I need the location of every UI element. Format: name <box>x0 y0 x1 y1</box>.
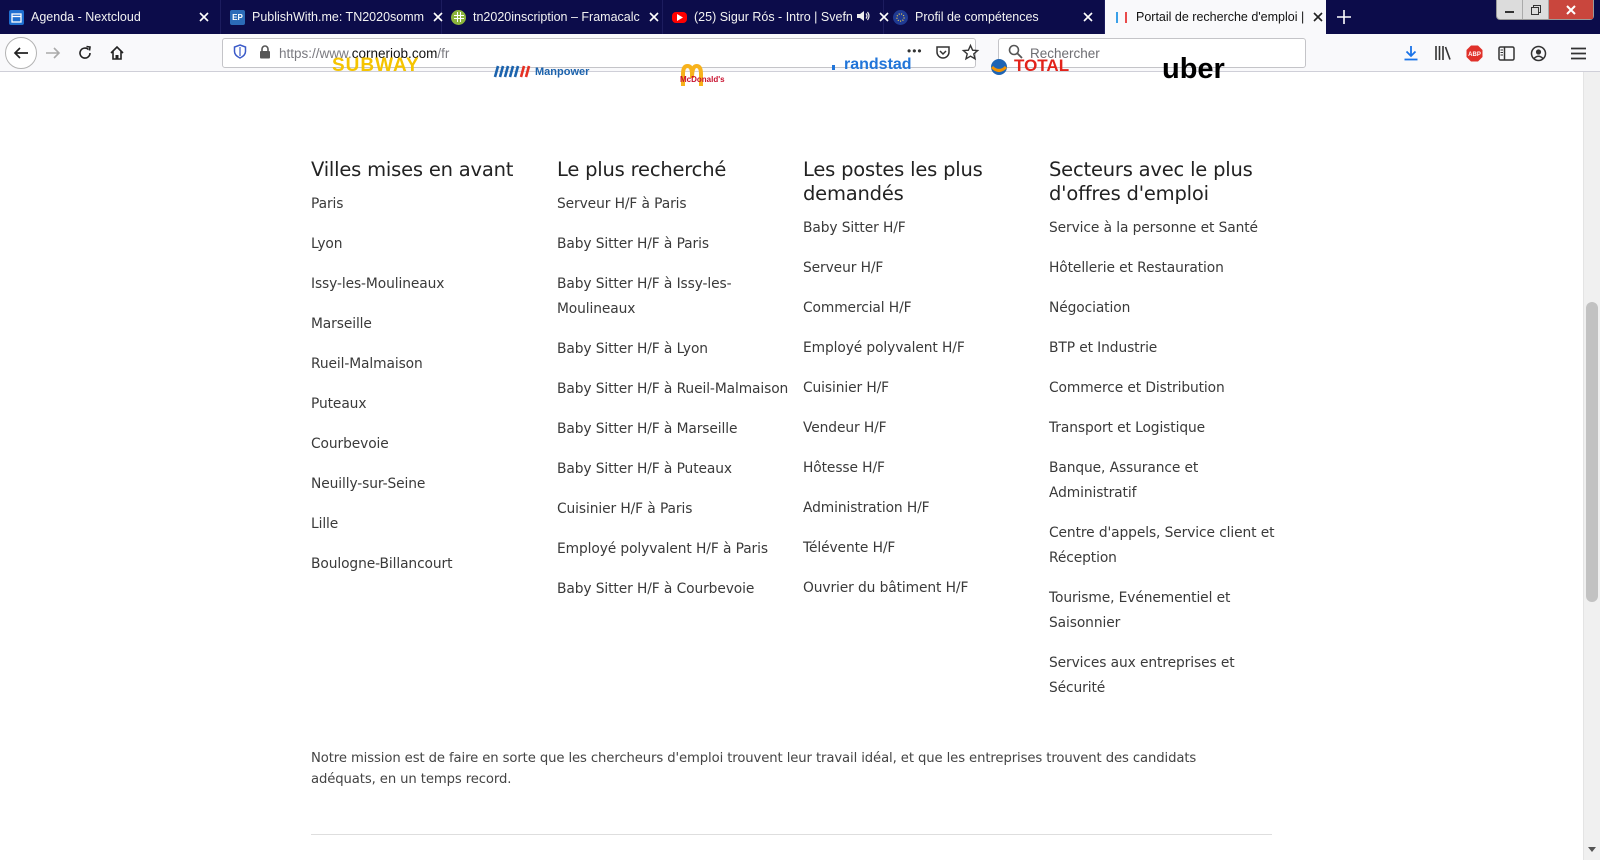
forward-button[interactable] <box>38 38 68 68</box>
sector-link[interactable]: Transport et Logistique <box>1049 420 1206 436</box>
footer-divider <box>311 834 1272 835</box>
ep-icon: EP <box>230 10 245 25</box>
reload-button[interactable] <box>70 38 100 68</box>
city-link[interactable]: Marseille <box>311 316 372 332</box>
bookmark-star-icon[interactable] <box>962 44 979 64</box>
uber-logo <box>1162 53 1242 89</box>
search-link[interactable]: Cuisinier H/F à Paris <box>557 501 693 517</box>
featured-cities-column <box>311 158 546 592</box>
job-link[interactable]: Commercial H/F <box>803 300 912 316</box>
close-tab-icon[interactable] <box>646 9 662 25</box>
calendar-icon <box>9 10 24 25</box>
pocket-icon[interactable] <box>935 45 951 64</box>
search-link[interactable]: Baby Sitter H/F à Marseille <box>557 421 738 437</box>
tab-title: Profil de compétences <box>915 10 1039 24</box>
cornerjob-icon <box>1114 10 1129 25</box>
subway-logo-text: SUBWAY <box>332 55 420 76</box>
lock-icon[interactable] <box>259 45 271 62</box>
top-sectors-list <box>1049 216 1284 701</box>
job-link[interactable]: Serveur H/F <box>803 260 884 276</box>
tab-cornerjob[interactable] <box>1105 0 1326 34</box>
home-button[interactable] <box>102 38 132 68</box>
mcdonalds-logo-text: McDonald's <box>680 75 725 84</box>
job-link[interactable]: Vendeur H/F <box>803 420 887 436</box>
column-heading: Secteurs avec le plus d'offres d'emploi <box>1049 158 1253 205</box>
sector-link[interactable]: Hôtellerie et Restauration <box>1049 260 1224 276</box>
sector-link[interactable]: Service à la personne et Santé <box>1049 220 1258 236</box>
job-link[interactable]: Employé polyvalent H/F <box>803 340 965 356</box>
manpower-logo <box>494 64 606 85</box>
city-link[interactable]: Puteaux <box>311 396 367 412</box>
search-link[interactable]: Employé polyvalent H/F à Paris <box>557 541 768 557</box>
back-button[interactable] <box>5 37 37 69</box>
window-controls <box>1496 0 1594 20</box>
total-logo <box>990 56 1090 87</box>
city-link[interactable]: Lille <box>311 516 339 532</box>
tab-strip <box>0 0 1600 34</box>
speaker-icon[interactable] <box>856 10 870 25</box>
sector-link[interactable]: Tourisme, Evénementiel et Saisonnier <box>1049 590 1231 631</box>
randstad-logo-text: randstad <box>844 56 912 73</box>
city-link[interactable]: Neuilly-sur-Seine <box>311 476 426 492</box>
tracking-shield-icon[interactable] <box>233 44 247 62</box>
minimize-button[interactable] <box>1497 0 1523 19</box>
scroll-down-arrow-icon[interactable] <box>1588 840 1596 858</box>
app-menu-icon[interactable] <box>1563 38 1593 68</box>
subway-logo <box>332 55 432 83</box>
account-icon[interactable] <box>1523 38 1553 68</box>
most-searched-list <box>557 192 792 602</box>
adblock-plus-icon[interactable] <box>1459 38 1489 68</box>
page-scrollbar[interactable] <box>1583 72 1600 860</box>
downloads-icon[interactable] <box>1396 38 1426 68</box>
sidebar-toggle-icon[interactable] <box>1491 38 1521 68</box>
tab-agenda[interactable] <box>0 0 221 34</box>
job-link[interactable]: Cuisinier H/F <box>803 380 890 396</box>
tab-title: PublishWith.me: TN2020somm <box>252 10 425 24</box>
sector-link[interactable]: BTP et Industrie <box>1049 340 1158 356</box>
sector-link[interactable]: Commerce et Distribution <box>1049 380 1225 396</box>
city-link[interactable]: Rueil-Malmaison <box>311 356 423 372</box>
close-tab-icon[interactable] <box>196 9 212 25</box>
job-link[interactable]: Administration H/F <box>803 500 930 516</box>
tab-framacalc[interactable] <box>442 0 663 34</box>
featured-cities-list <box>311 192 546 577</box>
tab-profil-competences[interactable] <box>884 0 1105 34</box>
mcdonalds-logo <box>680 64 744 93</box>
search-link[interactable]: Baby Sitter H/F à Rueil-Malmaison <box>557 381 789 397</box>
search-link[interactable]: Baby Sitter H/F à Issy-les-Moulineaux <box>557 276 732 317</box>
randstad-logo <box>832 56 932 82</box>
tab-title: tn2020inscription – Framacalc <box>473 10 640 24</box>
city-link[interactable]: Courbevoie <box>311 436 389 452</box>
top-jobs-list <box>803 216 1038 601</box>
column-heading: Le plus recherché <box>557 158 727 181</box>
restore-button[interactable] <box>1523 0 1549 19</box>
tab-title: Agenda - Nextcloud <box>31 10 141 24</box>
sector-link[interactable]: Banque, Assurance et Administratif <box>1049 460 1199 501</box>
top-sectors-column <box>1049 158 1284 716</box>
tab-title: Portail de recherche d'emploi | <box>1136 10 1305 24</box>
eu-icon <box>893 10 908 25</box>
mission-statement: Notre mission est de faire en sorte que les chercheurs d'emploi trouvent leur travail idéal, et que les entreprises trouvent des candidats adéquats, en un temps record. <box>311 751 1197 787</box>
navigation-toolbar <box>0 34 1600 72</box>
url-prefix: https://www. <box>279 45 352 61</box>
close-tab-icon[interactable] <box>1310 9 1326 25</box>
youtube-icon <box>672 12 687 23</box>
uber-logo-text: uber <box>1162 53 1225 85</box>
close-tab-icon[interactable] <box>1080 9 1096 25</box>
manpower-logo-text: Manpower <box>535 66 590 78</box>
sector-link[interactable]: Centre d'appels, Service client et Réception <box>1049 525 1275 566</box>
sector-link[interactable]: Services aux entreprises et Sécurité <box>1049 655 1235 696</box>
city-link[interactable]: Lyon <box>311 236 343 252</box>
city-link[interactable]: Boulogne-Billancourt <box>311 556 453 572</box>
tab-youtube[interactable] <box>663 0 884 34</box>
search-link[interactable]: Serveur H/F à Paris <box>557 196 687 212</box>
city-link[interactable]: Paris <box>311 196 344 212</box>
new-tab-button[interactable] <box>1326 0 1362 34</box>
city-link[interactable]: Issy-les-Moulineaux <box>311 276 445 292</box>
url-path: /fr <box>437 45 450 61</box>
tab-title: (25) Sigur Rós - Intro | Svefn <box>694 10 853 24</box>
page-actions-menu-icon[interactable]: ••• <box>907 44 923 58</box>
svg-text:ABP: ABP <box>1467 51 1481 58</box>
column-heading: Les postes les plus demandés <box>803 158 983 205</box>
search-placeholder: Rechercher <box>1030 45 1100 61</box>
column-heading: Villes mises en avant <box>311 158 514 181</box>
search-link[interactable]: Baby Sitter H/F à Lyon <box>557 341 708 357</box>
close-window-button[interactable] <box>1549 0 1593 19</box>
most-searched-column <box>557 158 792 617</box>
top-jobs-column <box>803 158 1038 616</box>
url-domain: cornerjob.com <box>351 45 438 61</box>
spreadsheet-icon <box>451 10 466 25</box>
search-link[interactable]: Baby Sitter H/F à Courbevoie <box>557 581 755 597</box>
job-link[interactable]: Hôtesse H/F <box>803 460 885 476</box>
search-link[interactable]: Baby Sitter H/F à Puteaux <box>557 461 732 477</box>
total-logo-text: TOTAL <box>1014 56 1070 75</box>
job-link[interactable]: Télévente H/F <box>803 540 896 556</box>
scrollbar-thumb[interactable] <box>1586 302 1598 602</box>
search-link[interactable]: Baby Sitter H/F à Paris <box>557 236 709 252</box>
sector-link[interactable]: Négociation <box>1049 300 1131 316</box>
library-icon[interactable] <box>1428 38 1458 68</box>
job-link[interactable]: Baby Sitter H/F <box>803 220 906 236</box>
job-link[interactable]: Ouvrier du bâtiment H/F <box>803 580 969 596</box>
tab-publishwithme[interactable] <box>221 0 442 34</box>
